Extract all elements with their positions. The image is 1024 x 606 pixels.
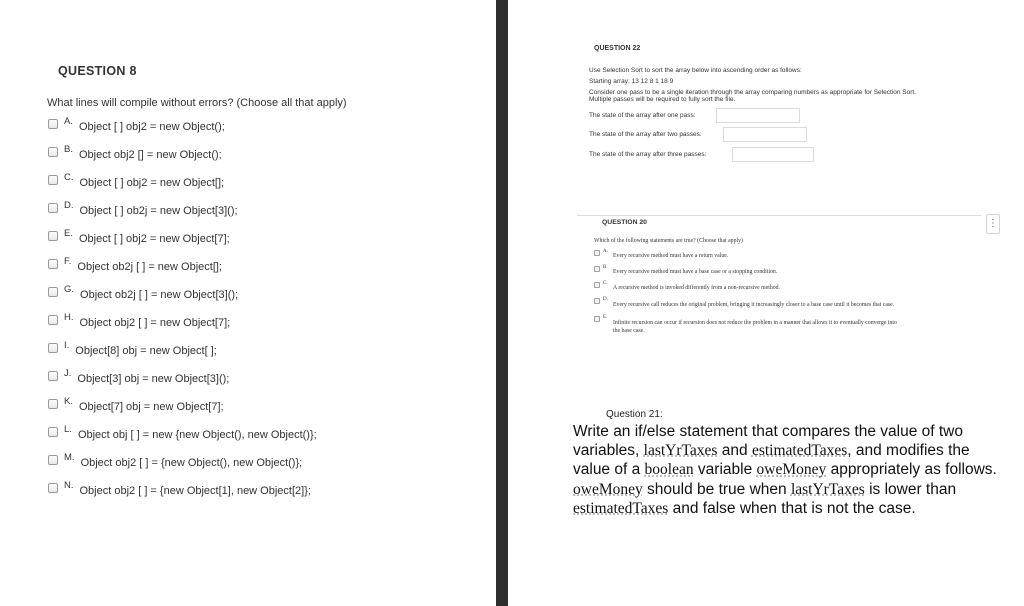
q8-option-c[interactable]: C. Object [ ] obj2 = new Object[]; [48,173,224,193]
checkbox-icon[interactable] [48,315,58,325]
question-21-body: Write an if/else statement that compares the value of two variables, lastYrTaxes and estimatedTaxes, and modifies the value of a boolean variable oweMoney appropriately as follows. oweMoney should be true when lastYrTaxes is lower than estimatedTaxes and false when that is not the case. [573,423,997,517]
question-8-title: QUESTION 8 [58,64,137,78]
checkbox-icon[interactable] [48,399,58,409]
q20-separator [577,215,981,216]
more-options-icon[interactable]: ⋮ [986,214,1000,234]
q8-option-b[interactable]: B. Object obj2 [] = new Object(); [48,145,222,165]
checkbox-icon[interactable] [594,282,600,288]
checkbox-icon[interactable] [48,119,58,129]
checkbox-icon[interactable] [48,343,58,353]
q22-pass1-input[interactable] [716,108,800,123]
checkbox-icon[interactable] [594,298,600,304]
checkbox-icon[interactable] [48,455,58,465]
q22-pass3-label: The state of the array after three passes: [589,151,707,158]
q20-option-b-letter: B. [603,265,608,270]
checkbox-icon[interactable] [594,316,600,322]
question-22-title: QUESTION 22 [594,45,641,52]
checkbox-icon[interactable] [594,250,600,256]
q8-option-d[interactable]: D. Object [ ] ob2j = new Object[3](); [48,201,238,221]
question-20-title: QUESTION 20 [602,219,647,226]
q20-option-c[interactable]: A recursive method is invoked differently from a non-recursive method. [613,285,780,291]
question-21-title: Question 21: [606,409,663,420]
q20-prompt: Which of the following statements are true? (Choose that apply) [594,238,743,244]
question-8-prompt: What lines will compile without errors? (Choose all that apply) [47,97,347,109]
q20-option-a[interactable]: Every recursive method must have a return value. [613,253,729,259]
q8-option-i[interactable]: I. Object[8] obj = new Object[ ]; [48,341,217,361]
checkbox-icon[interactable] [48,175,58,185]
q8-option-g[interactable]: G. Object ob2j [ ] = new Object[3](); [48,285,238,305]
q22-multiple-passes: Multiple passes will be required to fully sort the file. [589,96,736,103]
checkbox-icon[interactable] [48,147,58,157]
checkbox-icon[interactable] [48,259,58,269]
q20-option-e-cont: the base case. [613,328,645,334]
q22-pass2-input[interactable] [723,127,807,142]
checkbox-icon[interactable] [48,231,58,241]
q20-option-e[interactable]: Infinite recursion can occur if recursion does not reduce the problem in a manner that allows it to eventually converge into [613,320,897,326]
q8-option-l[interactable]: L. Object obj [ ] = new {new Object(), new Object()}; [48,425,317,445]
q8-option-e[interactable]: E. Object [ ] obj2 = new Object[7]; [48,229,230,249]
question-8-panel [0,0,496,606]
q20-option-b[interactable]: Every recursive method must have a base case or a stopping condition. [613,269,778,275]
q20-option-d-letter: D. [603,297,608,302]
q22-starting-array: Starting array: 13 12 8 1 18 9 [589,78,674,85]
checkbox-icon[interactable] [594,266,600,272]
q8-option-n[interactable]: N. Object obj2 [ ] = {new Object[1], new Object[2]}; [48,481,311,501]
q8-option-j[interactable]: J. Object[3] obj = new Object[3](); [48,369,229,389]
q22-pass3-input[interactable] [732,147,814,162]
q8-option-k[interactable]: K. Object[7] obj = new Object[7]; [48,397,224,417]
q8-option-a[interactable]: A. Object [ ] obj2 = new Object(); [48,117,225,137]
q8-option-m[interactable]: M. Object obj2 [ ] = {new Object(), new Object()}; [48,453,302,473]
q8-option-h[interactable]: H. Object obj2 [ ] = new Object[7]; [48,313,230,333]
checkbox-icon[interactable] [48,427,58,437]
q22-pass1-label: The state of the array after one pass: [589,112,696,119]
q8-option-f[interactable]: F. Object ob2j [ ] = new Object[]; [48,257,222,277]
checkbox-icon[interactable] [48,287,58,297]
q20-option-c-letter: C. [603,281,608,286]
q22-instruction: Use Selection Sort to sort the array below into ascending order as follows: [589,67,802,74]
q20-option-d[interactable]: Every recursive call reduces the original problem, bringing it increasingly closer to a base case until it becomes that case. [613,302,895,308]
q20-option-a-letter: A. [603,249,608,254]
q22-pass-definition: Consider one pass to be a single iteration through the array comparing numbers as appropriate for Selection Sort. [589,89,916,96]
checkbox-icon[interactable] [48,371,58,381]
checkbox-icon[interactable] [48,483,58,493]
checkbox-icon[interactable] [48,203,58,213]
panel-divider [496,0,508,606]
q22-pass2-label: The state of the array after two passes: [589,131,702,138]
q20-option-e-letter: E. [603,315,608,320]
